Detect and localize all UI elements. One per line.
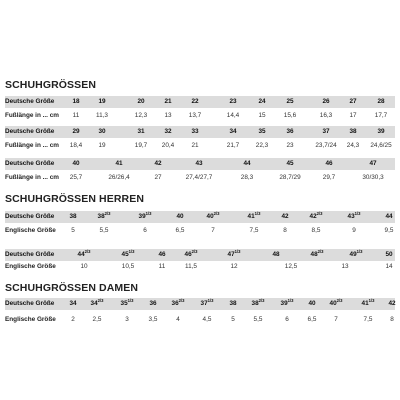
size-cell: 45 bbox=[286, 160, 294, 167]
size-cell: 42 bbox=[154, 160, 162, 167]
size-cell: $48^{2/3}$ bbox=[310, 249, 324, 258]
size-cell: 46 bbox=[158, 251, 166, 258]
size-cell: 15 bbox=[258, 112, 266, 119]
fraction-superscript: 2/3 bbox=[178, 298, 185, 303]
fraction-superscript: 2/3 bbox=[258, 298, 265, 303]
row-label: Fußlänge in ... cm bbox=[5, 112, 59, 119]
row-label: Englische Größe bbox=[5, 227, 56, 234]
fraction-superscript: 1/3 bbox=[128, 249, 135, 254]
size-cell: 3,5 bbox=[148, 316, 158, 323]
size-cell: 21 bbox=[191, 142, 199, 149]
size-cell: $44^{2/3}$ bbox=[77, 249, 91, 258]
size-cell: 19 bbox=[98, 98, 106, 105]
row-label: Deutsche Größe bbox=[5, 98, 55, 105]
section-title-schuhgroessen: SCHUHGRÖSSEN bbox=[5, 79, 97, 91]
fraction-superscript: 2/3 bbox=[316, 211, 323, 216]
size-cell: 42 bbox=[281, 213, 289, 220]
size-cell: 18 bbox=[72, 98, 80, 105]
size-cell: $37^{1/3}$ bbox=[200, 298, 214, 307]
row-label: Deutsche Größe bbox=[5, 251, 55, 258]
fraction-superscript: 2/3 bbox=[104, 211, 111, 216]
size-row-deutsche-groesse bbox=[5, 298, 395, 310]
size-cell: 34 bbox=[229, 128, 237, 135]
section-title-schuhgroessen-herren: SCHUHGRÖSSEN HERREN bbox=[5, 193, 144, 205]
size-cell: 12 bbox=[230, 263, 238, 270]
size-cell: 27 bbox=[154, 174, 162, 181]
section-title-schuhgroessen-damen: SCHUHGRÖSSEN DAMEN bbox=[5, 282, 139, 294]
size-cell: 8 bbox=[390, 316, 394, 323]
size-cell: 32 bbox=[164, 128, 172, 135]
size-cell: $38^{2/3}$ bbox=[251, 298, 265, 307]
size-cell: $40^{2/3}$ bbox=[206, 211, 220, 220]
size-cell: 23,7/24 bbox=[315, 142, 337, 149]
size-cell: $34^{2/3}$ bbox=[90, 298, 104, 307]
size-cell: 6 bbox=[143, 227, 147, 234]
size-cell: 39 bbox=[377, 128, 385, 135]
size-cell: 6,5 bbox=[175, 227, 185, 234]
size-cell: 7 bbox=[334, 316, 338, 323]
size-cell: $47^{1/3}$ bbox=[227, 249, 241, 258]
size-cell: 24 bbox=[258, 98, 266, 105]
size-cell: $49^{1/3}$ bbox=[349, 249, 363, 258]
size-cell: 38 bbox=[229, 300, 237, 307]
size-cell: 46 bbox=[325, 160, 333, 167]
size-row-deutsche-groesse bbox=[5, 249, 395, 261]
size-cell: 24,3 bbox=[346, 142, 360, 149]
row-label: Englische Größe bbox=[5, 263, 56, 270]
size-cell: 21,7 bbox=[226, 142, 240, 149]
size-cell: $39^{1/3}$ bbox=[280, 298, 294, 307]
size-cell: 20,4 bbox=[161, 142, 175, 149]
fraction-superscript: 1/3 bbox=[354, 211, 361, 216]
size-cell: 26 bbox=[322, 98, 330, 105]
size-cell: 7 bbox=[211, 227, 215, 234]
size-cell: 13 bbox=[164, 112, 172, 119]
row-label: Deutsche Größe bbox=[5, 160, 55, 167]
size-cell: 24,6/25 bbox=[370, 142, 392, 149]
size-cell: 5,5 bbox=[253, 316, 263, 323]
size-cell: 6 bbox=[285, 316, 289, 323]
measure-row-englische-groesse bbox=[5, 225, 395, 237]
measure-row-englische-groesse bbox=[5, 314, 395, 326]
fraction-superscript: 1/3 bbox=[234, 249, 241, 254]
size-cell: 25,7 bbox=[69, 174, 83, 181]
size-cell: 38 bbox=[349, 128, 357, 135]
measure-row-fusslaenge-in-cm bbox=[5, 140, 395, 152]
size-row-deutsche-groesse bbox=[5, 158, 395, 170]
fraction-superscript: 1/3 bbox=[368, 298, 375, 303]
size-cell: 3 bbox=[125, 316, 129, 323]
size-cell: 23 bbox=[286, 142, 294, 149]
row-label: Englische Größe bbox=[5, 316, 56, 323]
size-cell: 36 bbox=[286, 128, 294, 135]
size-cell: 40 bbox=[308, 300, 316, 307]
size-cell: 22,3 bbox=[255, 142, 269, 149]
fraction-superscript: 2/3 bbox=[336, 298, 343, 303]
row-label: Deutsche Größe bbox=[5, 300, 55, 307]
size-cell: 29,7 bbox=[322, 174, 336, 181]
fraction-superscript: 1/3 bbox=[287, 298, 294, 303]
size-cell: 27 bbox=[349, 98, 357, 105]
size-cell: $43^{1/3}$ bbox=[347, 211, 361, 220]
size-cell: 20 bbox=[137, 98, 145, 105]
size-cell: 5 bbox=[231, 316, 235, 323]
size-row-deutsche-groesse bbox=[5, 126, 395, 138]
size-cell: 10 bbox=[80, 263, 88, 270]
size-cell: 16,3 bbox=[319, 112, 333, 119]
size-cell: 6,5 bbox=[307, 316, 317, 323]
fraction-superscript: 1/3 bbox=[207, 298, 214, 303]
size-cell: 42 bbox=[388, 300, 396, 307]
size-cell: 14 bbox=[385, 263, 393, 270]
size-cell: $38^{2/3}$ bbox=[97, 211, 111, 220]
fraction-superscript: 1/3 bbox=[145, 211, 152, 216]
size-cell: $36^{2/3}$ bbox=[171, 298, 185, 307]
size-cell: 12,5 bbox=[284, 263, 298, 270]
fraction-superscript: 2/3 bbox=[213, 211, 220, 216]
size-cell: 19 bbox=[98, 142, 106, 149]
measure-row-englische-groesse bbox=[5, 261, 395, 273]
size-cell: 30 bbox=[98, 128, 106, 135]
size-cell: 13 bbox=[341, 263, 349, 270]
size-cell: 11,3 bbox=[96, 112, 108, 119]
size-cell: 11 bbox=[72, 112, 80, 119]
size-cell: $40^{2/3}$ bbox=[329, 298, 343, 307]
size-cell: 34 bbox=[69, 300, 77, 307]
size-cell: 41 bbox=[115, 160, 123, 167]
size-cell: 5 bbox=[71, 227, 75, 234]
size-cell: 4,5 bbox=[202, 316, 212, 323]
size-cell: 8 bbox=[283, 227, 287, 234]
size-cell: $45^{1/3}$ bbox=[121, 249, 135, 258]
measure-row-fusslaenge-in-cm bbox=[5, 110, 395, 122]
fraction-superscript: 1/3 bbox=[254, 211, 261, 216]
size-cell: 38 bbox=[69, 213, 77, 220]
size-cell: 14,4 bbox=[226, 112, 240, 119]
size-row-deutsche-groesse bbox=[5, 96, 395, 108]
size-cell: 50 bbox=[385, 251, 393, 258]
size-cell: 28,7/29 bbox=[279, 174, 301, 181]
size-cell: $41^{1/3}$ bbox=[247, 211, 261, 220]
size-cell: 48 bbox=[272, 251, 280, 258]
size-cell: 31 bbox=[137, 128, 145, 135]
size-cell: 36 bbox=[149, 300, 157, 307]
fraction-superscript: 2/3 bbox=[84, 249, 91, 254]
size-cell: 8,5 bbox=[311, 227, 321, 234]
size-cell: 9,5 bbox=[384, 227, 394, 234]
size-cell: 11,5 bbox=[185, 263, 197, 270]
size-cell: 25 bbox=[286, 98, 294, 105]
size-cell: 40 bbox=[72, 160, 80, 167]
size-cell: 11 bbox=[158, 263, 166, 270]
size-cell: 33 bbox=[191, 128, 199, 135]
size-cell: 13,7 bbox=[188, 112, 202, 119]
size-cell: $35^{1/3}$ bbox=[120, 298, 134, 307]
fraction-superscript: 2/3 bbox=[191, 249, 198, 254]
size-cell: 22 bbox=[191, 98, 199, 105]
size-cell: 43 bbox=[195, 160, 203, 167]
size-cell: 21 bbox=[164, 98, 172, 105]
size-cell: 28 bbox=[377, 98, 385, 105]
size-cell: 23 bbox=[229, 98, 237, 105]
size-cell: 29 bbox=[72, 128, 80, 135]
size-cell: 12,3 bbox=[134, 112, 148, 119]
fraction-superscript: 1/3 bbox=[356, 249, 363, 254]
size-cell: 18,4 bbox=[69, 142, 83, 149]
size-cell: 28,3 bbox=[240, 174, 254, 181]
fraction-superscript: 2/3 bbox=[97, 298, 104, 303]
size-cell: 26/26,4 bbox=[108, 174, 130, 181]
size-cell: $39^{1/3}$ bbox=[138, 211, 152, 220]
size-cell: 17 bbox=[349, 112, 357, 119]
size-cell: 27,4/27,7 bbox=[185, 174, 213, 181]
size-cell: 7,5 bbox=[363, 316, 373, 323]
size-cell: $46^{2/3}$ bbox=[184, 249, 198, 258]
size-cell: 44 bbox=[243, 160, 251, 167]
size-cell: 19,7 bbox=[134, 142, 148, 149]
size-row-deutsche-groesse bbox=[5, 211, 395, 223]
size-cell: $42^{2/3}$ bbox=[309, 211, 323, 220]
size-cell: 10,5 bbox=[121, 263, 135, 270]
fraction-superscript: 2/3 bbox=[317, 249, 324, 254]
size-cell: 44 bbox=[385, 213, 393, 220]
size-cell: 9 bbox=[352, 227, 356, 234]
row-label: Deutsche Größe bbox=[5, 213, 55, 220]
row-label: Fußlänge in ... cm bbox=[5, 174, 59, 181]
size-cell: 15,6 bbox=[283, 112, 297, 119]
size-cell: 40 bbox=[176, 213, 184, 220]
measure-row-fusslaenge-in-cm bbox=[5, 172, 395, 184]
row-label: Deutsche Größe bbox=[5, 128, 55, 135]
size-cell: 7,5 bbox=[249, 227, 259, 234]
size-cell: 5,5 bbox=[99, 227, 109, 234]
size-cell: 4 bbox=[176, 316, 180, 323]
size-cell: 37 bbox=[322, 128, 330, 135]
size-cell: 30/30,3 bbox=[362, 174, 384, 181]
size-cell: 47 bbox=[369, 160, 377, 167]
size-cell: 2,5 bbox=[92, 316, 102, 323]
fraction-superscript: 1/3 bbox=[127, 298, 134, 303]
size-cell: 17,7 bbox=[374, 112, 388, 119]
size-cell: 35 bbox=[258, 128, 266, 135]
size-cell: 2 bbox=[71, 316, 75, 323]
row-label: Fußlänge in ... cm bbox=[5, 142, 59, 149]
size-cell: $41^{1/3}$ bbox=[361, 298, 375, 307]
